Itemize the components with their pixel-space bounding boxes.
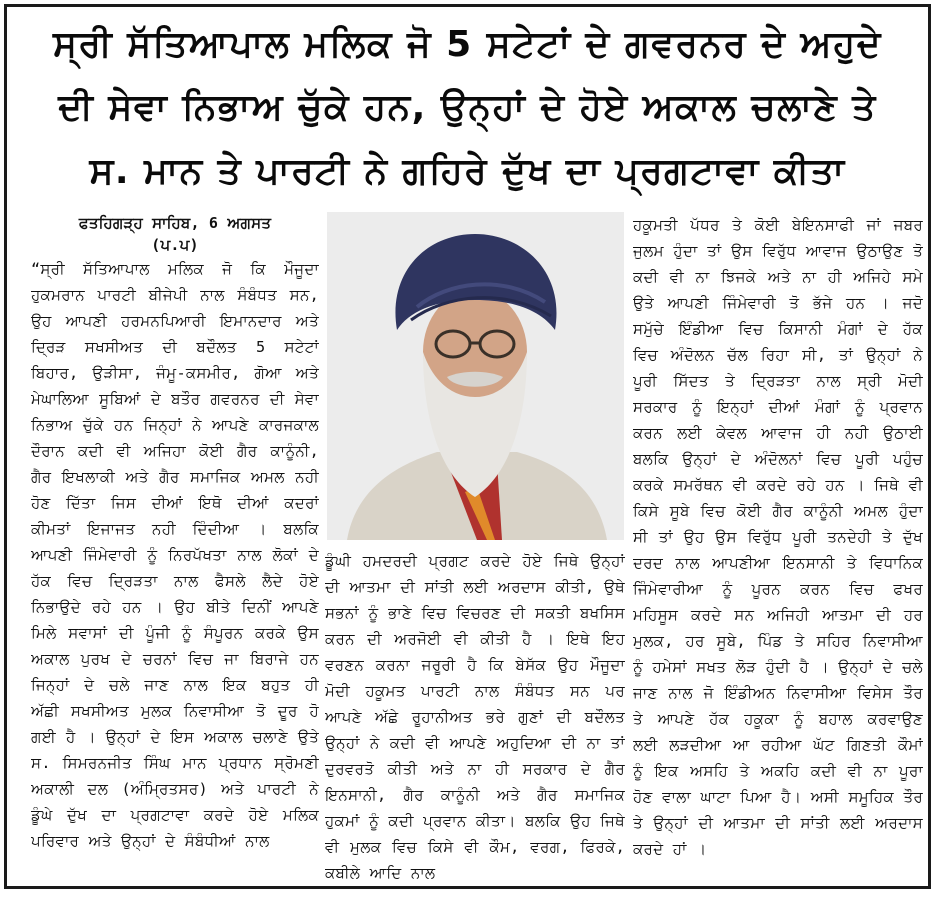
headline-line-1: ਸ੍ਰੀ ਸੱਤਿਆਪਾਲ ਮਲਿਕ ਜੋ 5 ਸਟੇਟਾਂ ਦੇ ਗਵਰਨਰ ਦੇ ਅਹੁਦੇ [53,23,882,65]
portrait-photo [327,212,624,540]
column-left-text: “ਸ੍ਰੀ ਸੱਤਿਆਪਾਲ ਮਲਿਕ ਜੋ ਕਿ ਮੌਜੂਦਾ ਹੁਕਮਰਾਨ ਪਾਰਟੀ ਬੀਜੇਪੀ ਨਾਲ ਸੰਬੰਧਤ ਸਨ, ਉਹ ਆਪਣੀ ਹਰਮਨਪਿਆਰੀ ਇਮਾਨਦਾਰ ਅਤੇ ਦ੍ਰਿੜ ਸਖਸੀਅਤ ਦੀ ਬਦੌਲਤ 5 ਸਟੇਟਾਂ ਬਿਹਾਰ, ਉੜੀਸਾ, ਜੰਮੂ-ਕਸਮੀਰ, ਗੋਆ ਅਤੇ ਮੇਘਾਲਿਆ ਸੂਬਿਆਂ ਦੇ ਬਤੌਰ ਗਵਰਨਰ ਦੀ ਸੇਵਾ ਨਿਭਾਅ ਚੁੱਕੇ ਹਨ ਜਿਨ੍ਹਾਂ ਨੇ ਆਪਣੇ ਕਾਰਜਕਾਲ ਦੌਰਾਨ ਕਦੀ ਵੀ ਅਜਿਹਾ ਕੋਈ ਗੈਰ ਕਾਨੂੰਨੀ, ਗੈਰ ਇਖਲਾਕੀ ਅਤੇ ਗੈਰ ਸਮਾਜਿਕ ਅਮਲ ਨਹੀ ਹੋਣ ਦਿੱਤਾ ਜਿਸ ਦੀਆਂ ਇਥੋ ਦੀਆਂ ਕਦਰਾਂ ਕੀਮਤਾਂ ਇਜਾਜਤ ਨਹੀ ਦਿੰਦੀਆ । ਬਲਕਿ ਆਪਣੀ ਜਿੰਮੇਵਾਰੀ ਨੂੰ ਨਿਰਪੱਖਤਾ ਨਾਲ ਲੋਕਾਂ ਦੇ ਹੱਕ ਵਿਚ ਦ੍ਰਿੜਤਾ ਨਾਲ ਫੈਸਲੇ ਲੈਦੇ ਹੋਏ ਨਿਭਾਉਦੇ ਰਹੇ ਹਨ । ਉਹ ਬੀਤੇ ਦਿਨੀਂ ਆਪਣੇ ਮਿਲੇ ਸਵਾਸਾਂ ਦੀ ਪੂੰਜੀ ਨੂੰ ਸੰਪੂਰਨ ਕਰਕੇ ਉਸ ਅਕਾਲ ਪੁਰਖ ਦੇ ਚਰਨਾਂ ਵਿਚ ਜਾ ਬਿਰਾਜੇ ਹਨ ਜਿਨ੍ਹਾਂ ਦੇ ਚਲੇ ਜਾਣ ਨਾਲ ਇਕ ਬਹੁਤ ਹੀ ਅੱਛੀ ਸਖਸੀਅਤ ਮੁਲਕ ਨਿਵਾਸੀਆ ਤੋ ਦੂਰ ਹੋ ਗਈ ਹੈ । ਉਨ੍ਹਾਂ ਦੇ ਇਸ ਅਕਾਲ ਚਲਾਣੇ ਉਤੇ ਸ. ਸਿਮਰਨਜੀਤ ਸਿੰਘ ਮਾਨ ਪ੍ਰਧਾਨ ਸ੍ਰੋਮਣੀ ਅਕਾਲੀ ਦਲ (ਅੰਮ੍ਰਿਤਸਰ) ਅਤੇ ਪਾਰਟੀ ਨੇ ਡੂੰਘੇ ਦੁੱਖ ਦਾ ਪ੍ਰਗਟਾਵਾ ਕਰਦੇ ਹੋਏ ਮਲਿਕ ਪਰਿਵਾਰ ਅਤੇ ਉਨ੍ਹਾਂ ਦੇ ਸੰਬੰਧੀਆਂ ਨਾਲ [31,260,319,850]
dateline-source: (ਪ.ਪ) [151,236,199,254]
column-left [31,212,319,882]
headline-line-2: ਦੀ ਸੇਵਾ ਨਿਭਾਅ ਚੁੱਕੇ ਹਨ, ਉਨ੍ਹਾਂ ਦੇ ਹੋਏ ਅਕਾਲ ਚਲਾਣੇ ਤੇ [58,87,877,129]
headline [13,13,922,203]
column-middle [325,548,625,882]
column-middle-text: ਡੂੰਘੀ ਹਮਦਰਦੀ ਪ੍ਰਗਟ ਕਰਦੇ ਹੋਏ ਜਿਥੇ ਉਨ੍ਹਾਂ ਦੀ ਆਤਮਾ ਦੀ ਸਾਂਤੀ ਲਈ ਅਰਦਾਸ ਕੀਤੀ, ਉਥੇ ਸਭਨਾਂ ਨੂੰ ਭਾਣੇ ਵਿਚ ਵਿਚਰਣ ਦੀ ਸਕਤੀ ਬਖਸਿਸ ਕਰਨ ਦੀ ਅਰਜੋਈ ਵੀ ਕੀਤੀ ਹੈ । ਇਥੇ ਇਹ ਵਰਣਨ ਕਰਨਾ ਜਰੂਰੀ ਹੈ ਕਿ ਬੇਸੱਕ ਉਹ ਮੌਜੂਦਾ ਮੋਦੀ ਹਕੂਮਤ ਪਾਰਟੀ ਨਾਲ ਸੰਬੰਧਤ ਸਨ ਪਰ ਆਪਣੇ ਅੱਛੇ ਰੂਹਾਨੀਅਤ ਭਰੇ ਗੁਣਾਂ ਦੀ ਬਦੌਲਤ ਉਨ੍ਹਾਂ ਨੇ ਕਦੀ ਵੀ ਆਪਣੇ ਅਹੁਦਿਆ ਦੀ ਨਾ ਤਾਂ ਦੁਰਵਰਤੋ ਕੀਤੀ ਅਤੇ ਨਾ ਹੀ ਸਰਕਾਰ ਦੇ ਗੈਰ ਇਨਸਾਨੀ, ਗੈਰ ਕਾਨੂੰਨੀ ਅਤੇ ਗੈਰ ਸਮਾਜਿਕ ਹੁਕਮਾਂ ਨੂੰ ਕਦੀ ਪ੍ਰਵਾਨ ਕੀਤਾ। ਬਲਕਿ ਉਹ ਜਿਥੇ ਵੀ ਮੁਲਕ ਵਿਚ ਕਿਸੇ ਵੀ ਕੌਮ, ਵਰਗ, ਫਿਰਕੇ, ਕਬੀਲੇ ਆਦਿ ਨਾਲ [325,552,625,882]
column-right-text: ਹਕੂਮਤੀ ਪੱਧਰ ਤੇ ਕੋਈ ਬੇਇਨਸਾਫੀ ਜਾਂ ਜਬਰ ਜੁਲਮ ਹੁੰਦਾ ਤਾਂ ਉਸ ਵਿਰੁੱਧ ਆਵਾਜ ਉਠਾਉਣ ਤੋ ਕਦੀ ਵੀ ਨਾ ਝਿਜਕੇ ਅਤੇ ਨਾ ਹੀ ਅਜਿਹੇ ਸਮੇ ਉਤੇ ਆਪਣੀ ਜਿੰਮੇਵਾਰੀ ਤੋ ਭੱਜੇ ਹਨ । ਜਦੋ ਸਮੁੱਚੇ ਇੰਡੀਆ ਵਿਚ ਕਿਸਾਨੀ ਮੰਗਾਂ ਦੇ ਹੱਕ ਵਿਚ ਅੰਦੋਲਨ ਚੱਲ ਰਿਹਾ ਸੀ, ਤਾਂ ਉਨ੍ਹਾਂ ਨੇ ਪੂਰੀ ਸਿੱਦਤ ਤੇ ਦ੍ਰਿੜਤਾ ਨਾਲ ਸ੍ਰੀ ਮੋਦੀ ਸਰਕਾਰ ਨੂੰ ਇਨ੍ਹਾਂ ਦੀਆਂ ਮੰਗਾਂ ਨੂੰ ਪ੍ਰਵਾਨ ਕਰਨ ਲਈ ਕੇਵਲ ਆਵਾਜ ਹੀ ਨਹੀ ਉਠਾਈ ਬਲਕਿ ਉਨ੍ਹਾਂ ਦੇ ਅੰਦੋਲਨਾਂ ਵਿਚ ਪੂਰੀ ਪਹੁੰਚ ਕਰਕੇ ਸਮਰੱਥਨ ਵੀ ਕਰਦੇ ਰਹੇ ਹਨ । ਜਿਥੇ ਵੀ ਕਿਸੇ ਸੂਬੇ ਵਿਚ ਕੋਈ ਗੈਰ ਕਾਨੂੰਨੀ ਅਮਲ ਹੁੰਦਾ ਸੀ ਤਾਂ ਉਹ ਉਸ ਵਿਰੁੱਧ ਪੂਰੀ ਤਨਦੇਹੀ ਤੇ ਦੁੱਖ ਦਰਦ ਨਾਲ ਆਪਣੀਆ ਇਨਸਾਨੀ ਤੇ ਵਿਧਾਨਿਕ ਜਿੰਮੇਵਾਰੀਆ ਨੂੰ ਪੂਰਨ ਕਰਨ ਵਿਚ ਫਖਰ ਮਹਿਸੂਸ ਕਰਦੇ ਸਨ ਅਜਿਹੀ ਆਤਮਾ ਦੀ ਹਰ ਮੁਲਕ, ਹਰ ਸੂਬੇ, ਪਿੰਡ ਤੇ ਸਹਿਰ ਨਿਵਾਸੀਆ ਨੂੰ ਹਮੇਸਾਂ ਸਖਤ ਲੋੜ ਹੁੰਦੀ ਹੈ । ਉਨ੍ਹਾਂ ਦੇ ਚਲੇ ਜਾਣ ਨਾਲ ਜੋ ਇੰਡੀਅਨ ਨਿਵਾਸੀਆ ਵਿਸੇਸ ਤੌਰ ਤੇ ਆਪਣੇ ਹੱਕ ਹਕੂਕਾ ਨੂੰ ਬਹਾਲ ਕਰਵਾਉਣ ਲਈ ਲੜਦੀਆ ਆ ਰਹੀਆ ਘੱਟ ਗਿਣਤੀ ਕੌਮਾਂ ਨੂੰ ਇਕ ਅਸਹਿ ਤੇ ਅਕਹਿ ਕਦੀ ਵੀ ਨਾ ਪੂਰਾ ਹੋਣ ਵਾਲਾ ਘਾਟਾ ਪਿਆ ਹੈ। ਅਸੀ ਸਮੂਹਿਕ ਤੌਰ ਤੇ ਉਨ੍ਹਾਂ ਦੀ ਆਤਮਾ ਦੀ ਸਾਂਤੀ ਲਈ ਅਰਦਾਸ ਕਰਦੇ ਹਾਂ । [633,216,923,858]
dateline [31,212,319,256]
dateline-place-date: ਫਤਹਿਗੜ੍ਹ ਸਾਹਿਬ, 6 ਅਗਸਤ [78,214,272,232]
headline-line-3: ਸ. ਮਾਨ ਤੇ ਪਾਰਟੀ ਨੇ ਗਹਿਰੇ ਦੁੱਖ ਦਾ ਪ੍ਰਗਟਾਵਾ ਕੀਤਾ [89,150,846,192]
column-right [633,212,923,882]
portrait-illustration [327,212,624,540]
news-article [4,4,931,889]
